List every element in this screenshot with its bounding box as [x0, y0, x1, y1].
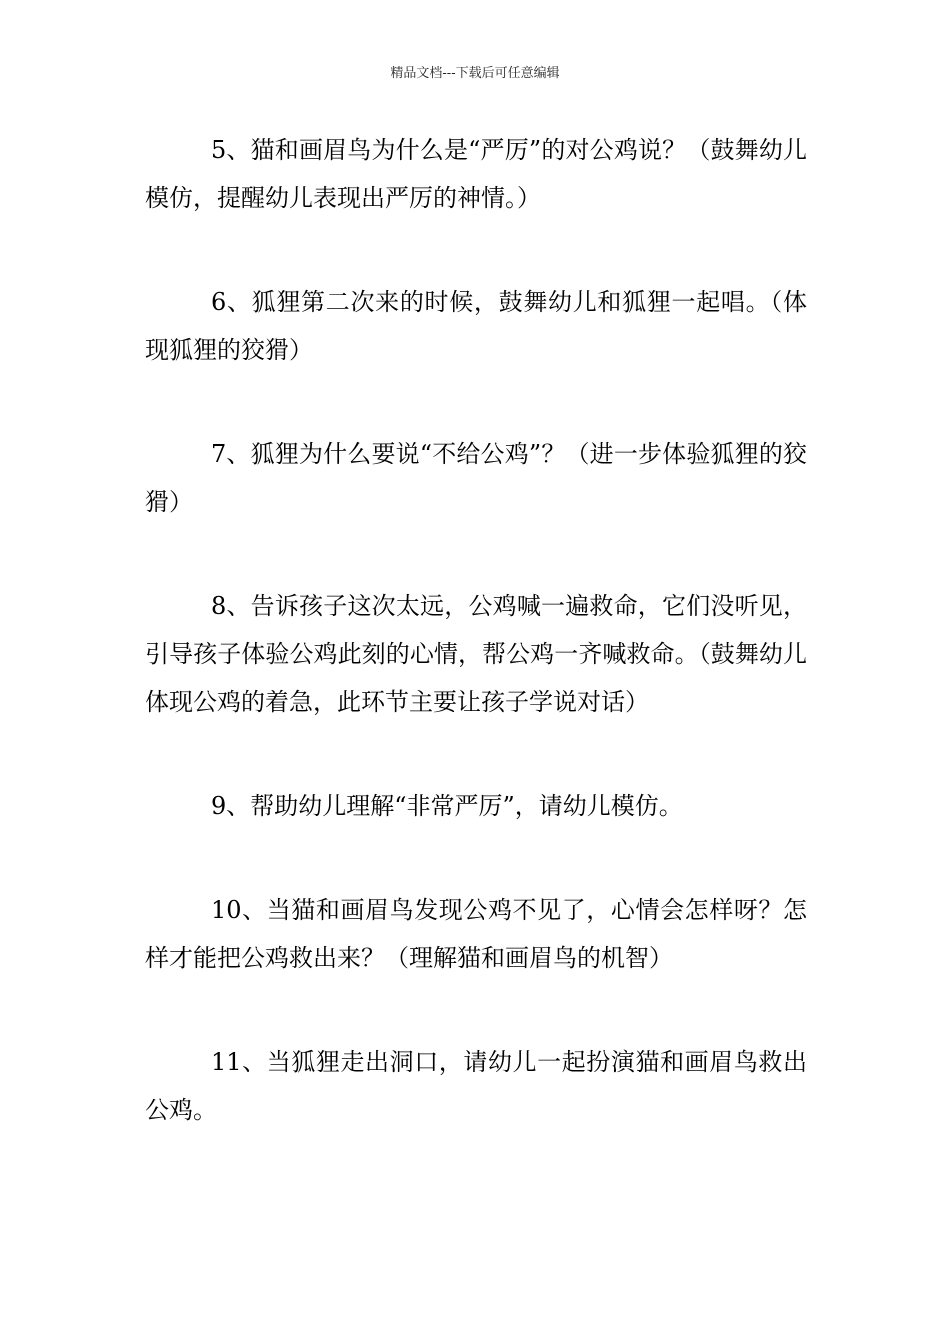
paragraph-9: 9、帮助幼儿理解“非常严厉”，请幼儿模仿。: [211, 792, 683, 820]
paragraph-10: 10、当猫和画眉鸟发现公鸡不见了，心情会怎样呀？怎样才能把公鸡救出来？（理解猫和画眉鸟的机智）: [145, 896, 807, 972]
page-header: 精品文档---下载后可任意编辑: [390, 66, 560, 81]
paragraph-8: 8、告诉孩子这次太远，公鸡喊一遍救命，它们没听见，引导孩子体验公鸡此刻的心情，帮公鸡一齐喊救命。（鼓舞幼儿体现公鸡的着急，此环节主要让孩子学说对话）: [145, 592, 807, 716]
paragraph-5: 5、猫和画眉鸟为什么是“严厉”的对公鸡说？（鼓舞幼儿模仿，提醒幼儿表现出严厉的神情。）: [145, 136, 807, 212]
paragraph-11: 11、当狐狸走出洞口，请幼儿一起扮演猫和画眉鸟救出公鸡。: [145, 1048, 807, 1124]
paragraph-6: 6、狐狸第二次来的时候，鼓舞幼儿和狐狸一起唱。（体现狐狸的狡猾）: [145, 288, 807, 364]
paragraph-7: 7、狐狸为什么要说“不给公鸡”？（进一步体验狐狸的狡猾）: [145, 440, 807, 516]
document-body: [145, 126, 807, 1134]
